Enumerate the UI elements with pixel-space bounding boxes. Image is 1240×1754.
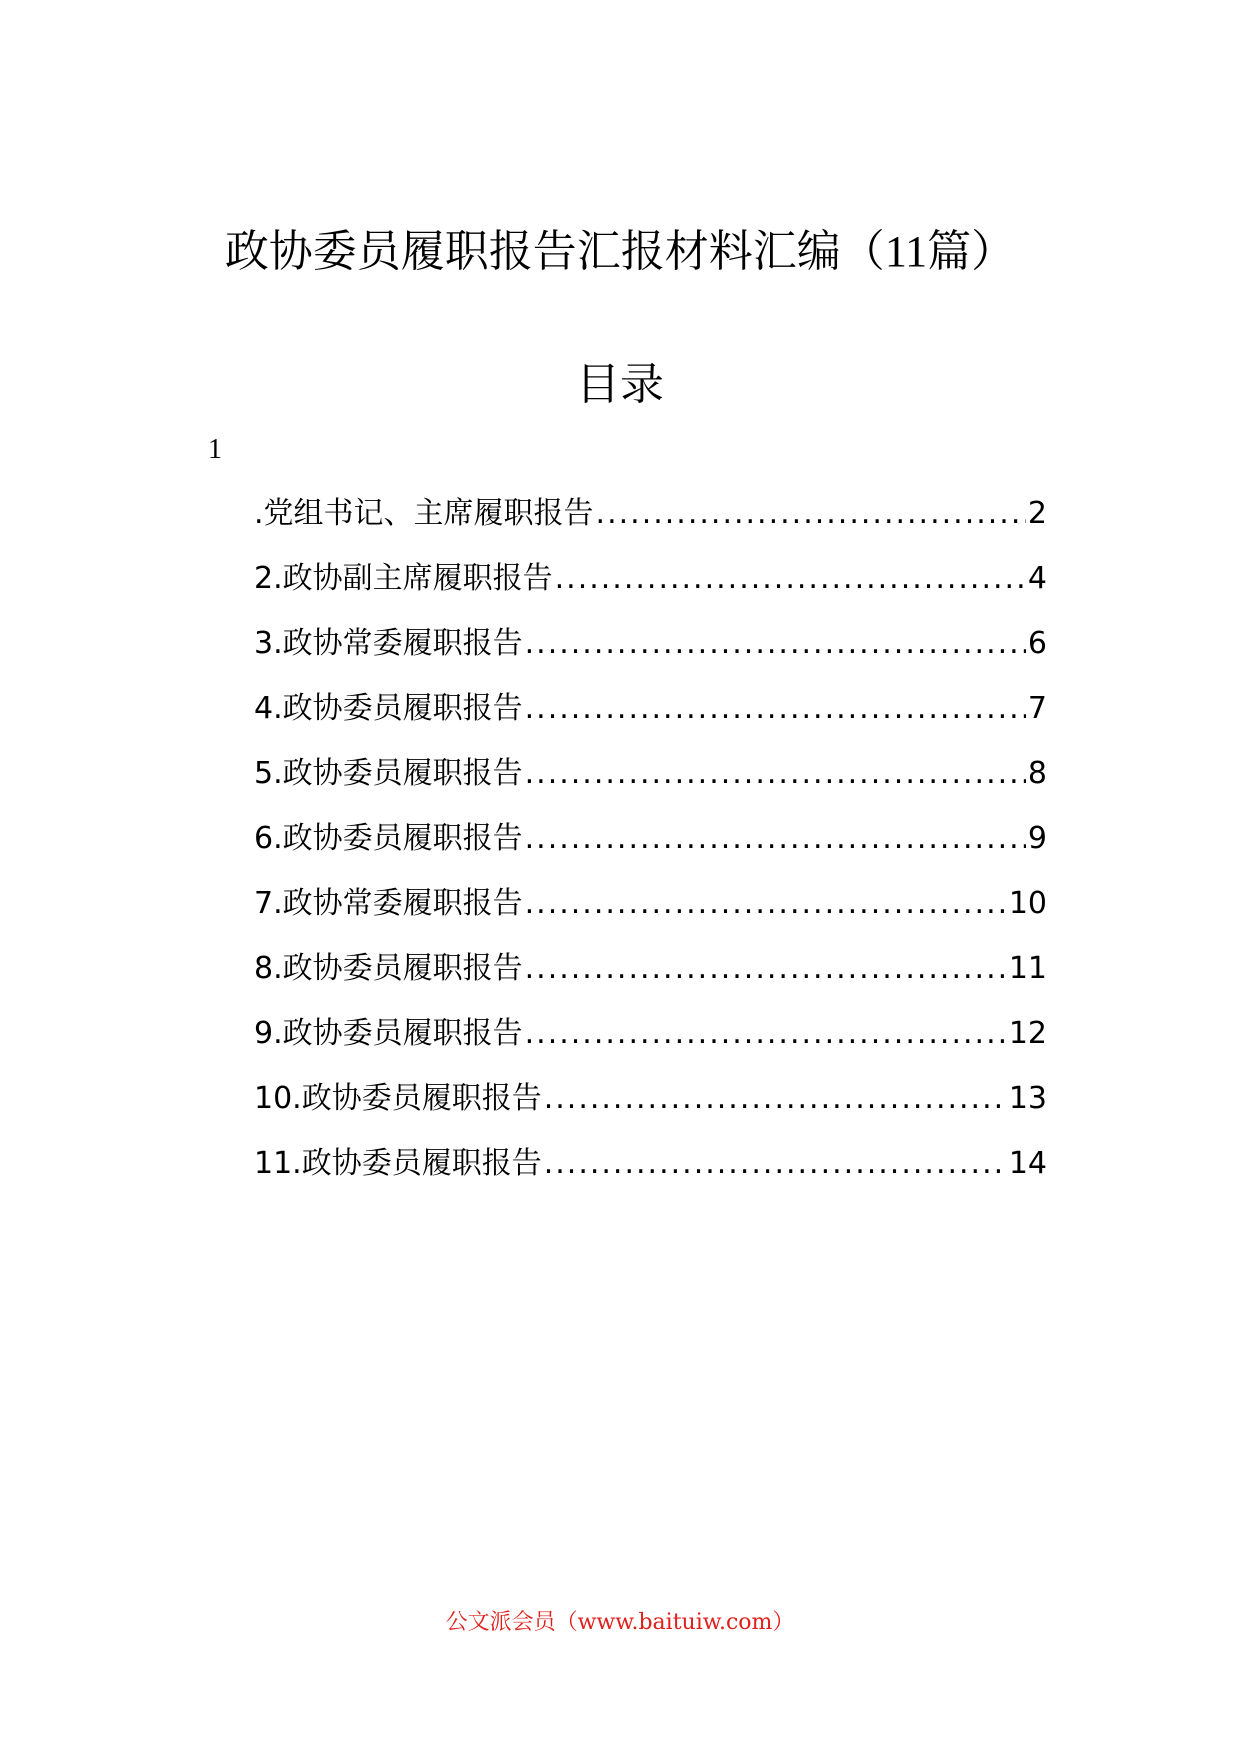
table-of-contents — [254, 494, 1047, 1209]
toc-dot-leader — [525, 754, 1026, 794]
toc-dot-leader — [525, 689, 1026, 729]
toc-item — [254, 1079, 1047, 1144]
toc-item — [254, 494, 1047, 559]
toc-entry-4[interactable] — [254, 689, 1047, 754]
toc-heading: 目录 — [576, 359, 664, 410]
toc-dot-leader — [525, 819, 1026, 859]
toc-entry-title: 11.政协委员履职报告 — [254, 1146, 542, 1181]
toc-dot-leader — [555, 559, 1026, 599]
toc-item — [254, 754, 1047, 819]
toc-entry-title: 3.政协常委履职报告 — [254, 626, 523, 661]
toc-item — [254, 1144, 1047, 1209]
toc-dot-leader — [544, 1144, 1007, 1184]
toc-entry-title: .党组书记、主席履职报告 — [254, 496, 594, 531]
toc-entry-title: 2.政协副主席履职报告 — [254, 561, 553, 596]
toc-entry-page: 10 — [1008, 886, 1047, 921]
toc-item — [254, 819, 1047, 884]
toc-entry-11[interactable] — [254, 1144, 1047, 1209]
toc-item — [254, 624, 1047, 689]
toc-entry-10[interactable] — [254, 1079, 1047, 1144]
toc-entry-page: 9 — [1027, 821, 1047, 856]
toc-item — [254, 949, 1047, 1014]
toc-item — [254, 884, 1047, 949]
toc-entry-title: 7.政协常委履职报告 — [254, 886, 523, 921]
toc-entry-title: 10.政协委员履职报告 — [254, 1081, 542, 1116]
toc-item — [254, 689, 1047, 754]
toc-entry-page: 8 — [1027, 756, 1047, 791]
toc-entry-page: 14 — [1008, 1146, 1047, 1181]
toc-level-marker: 1 — [208, 434, 222, 465]
toc-entry-9[interactable] — [254, 1014, 1047, 1079]
toc-entry-title: 5.政协委员履职报告 — [254, 756, 523, 791]
toc-dot-leader — [525, 884, 1007, 924]
toc-dot-leader — [525, 949, 1007, 989]
toc-dot-leader — [596, 494, 1026, 534]
toc-dot-leader — [544, 1079, 1007, 1119]
toc-entry-2[interactable] — [254, 559, 1047, 624]
toc-entry-page: 11 — [1008, 951, 1047, 986]
document-title-prefix: 政协委员履职报告汇报材料汇编（ — [224, 226, 885, 277]
toc-entry-title: 4.政协委员履职报告 — [254, 691, 523, 726]
toc-entry-page: 4 — [1027, 561, 1047, 596]
footer-watermark: 公文派会员（www.baituiw.com） — [445, 1610, 795, 1635]
toc-entry-title: 8.政协委员履职报告 — [254, 951, 523, 986]
toc-item — [254, 1014, 1047, 1079]
toc-entry-title: 6.政协委员履职报告 — [254, 821, 523, 856]
document-title — [0, 222, 1240, 282]
toc-entry-6[interactable] — [254, 819, 1047, 884]
toc-item — [254, 559, 1047, 624]
document-title-suffix: 篇） — [927, 226, 1016, 277]
toc-entry-page: 7 — [1027, 691, 1047, 726]
toc-entry-title: 9.政协委员履职报告 — [254, 1016, 523, 1051]
toc-entry-3[interactable] — [254, 624, 1047, 689]
toc-entry-8[interactable] — [254, 949, 1047, 1014]
toc-entry-page: 6 — [1027, 626, 1047, 661]
toc-dot-leader — [525, 624, 1026, 664]
toc-entry-page: 13 — [1008, 1081, 1047, 1116]
toc-entry-page: 2 — [1027, 496, 1047, 531]
toc-entry-7[interactable] — [254, 884, 1047, 949]
toc-entry-1[interactable] — [254, 494, 1047, 559]
toc-dot-leader — [525, 1014, 1007, 1054]
toc-entry-page: 12 — [1008, 1016, 1047, 1051]
document-title-count: 11 — [884, 227, 928, 276]
toc-entry-5[interactable] — [254, 754, 1047, 819]
